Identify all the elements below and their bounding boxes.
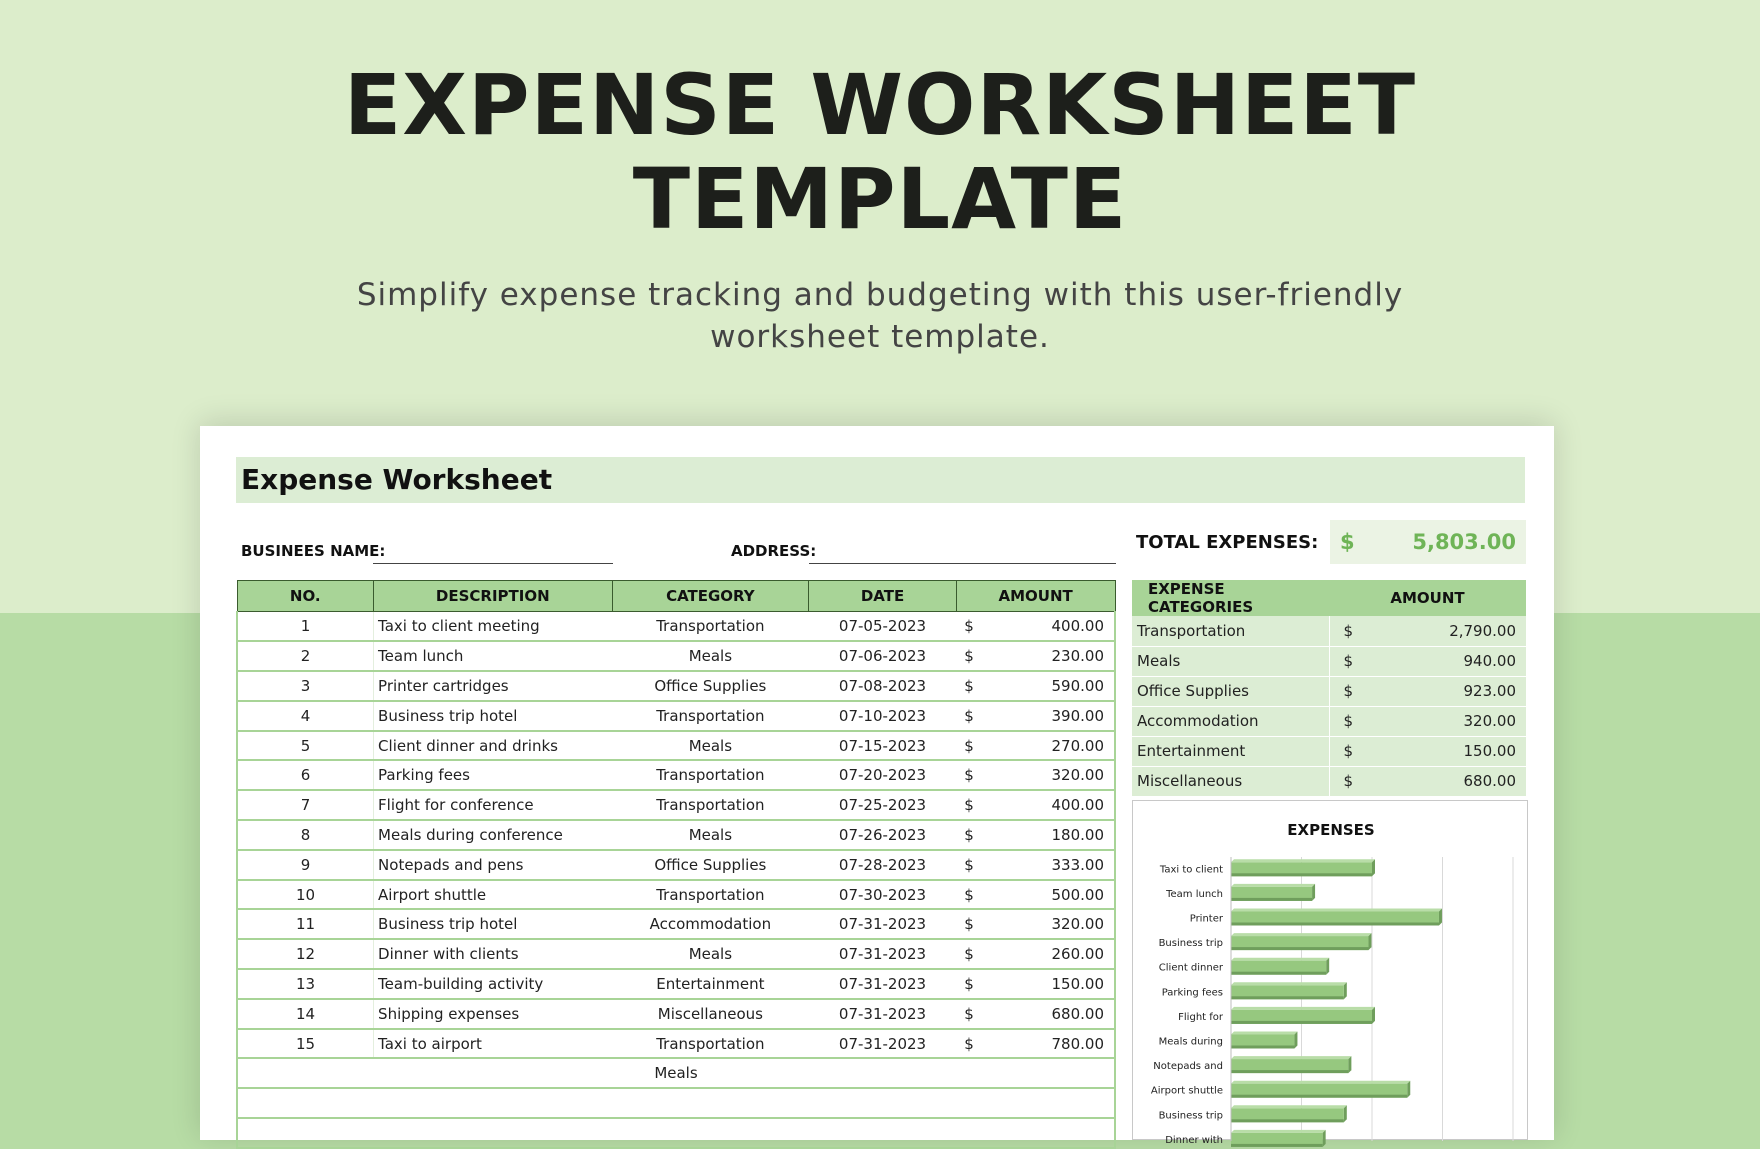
col-header-category: CATEGORY: [612, 581, 809, 612]
row-category[interactable]: Transportation: [612, 701, 809, 731]
hero-title: [0, 58, 1760, 246]
empty-table-row[interactable]: [237, 1088, 1115, 1118]
row-category[interactable]: Transportation: [612, 1029, 809, 1059]
expenses-chart: [1132, 800, 1528, 1146]
row-category[interactable]: Transportation: [612, 790, 809, 820]
row-currency[interactable]: $: [956, 790, 996, 820]
expense-table-header: [237, 581, 1115, 612]
row-empty-cell[interactable]: [237, 1118, 1115, 1148]
row-amount[interactable]: 333.00: [996, 850, 1115, 880]
category-amount: 923.00: [1369, 676, 1526, 706]
row-description[interactable]: Business trip hotel: [374, 701, 612, 731]
row-amount[interactable]: 590.00: [996, 671, 1115, 701]
row-currency[interactable]: $: [956, 969, 996, 999]
row-number[interactable]: 6: [237, 760, 374, 790]
row-description[interactable]: Shipping expenses: [374, 999, 612, 1029]
row-description[interactable]: Team lunch: [374, 641, 612, 671]
row-category[interactable]: Office Supplies: [612, 850, 809, 880]
category-name: Office Supplies: [1132, 676, 1329, 706]
row-description[interactable]: Printer cartridges: [374, 671, 612, 701]
expense-table: [236, 580, 1116, 1149]
category-currency: $: [1329, 676, 1369, 706]
row-category[interactable]: Meals: [612, 820, 809, 850]
row-description[interactable]: Meals during conference: [374, 820, 612, 850]
chart-category-label: Notepads and: [1153, 1061, 1223, 1073]
table-row[interactable]: [237, 731, 1115, 761]
total-currency: $: [1340, 530, 1355, 554]
row-currency[interactable]: $: [956, 880, 996, 910]
row-date[interactable]: 07-15-2023: [809, 731, 957, 761]
category-amount: 680.00: [1369, 766, 1526, 796]
row-number[interactable]: 10: [237, 880, 374, 910]
category-row: [1132, 616, 1526, 646]
row-amount[interactable]: 230.00: [996, 641, 1115, 671]
row-category[interactable]: Transportation: [612, 880, 809, 910]
business-name-field[interactable]: [373, 563, 613, 564]
row-date[interactable]: 07-26-2023: [809, 820, 957, 850]
row-description[interactable]: Taxi to client meeting: [374, 612, 612, 642]
row-description[interactable]: Client dinner and drinks: [374, 731, 612, 761]
chart-bar: [1231, 1007, 1375, 1024]
row-currency[interactable]: $: [956, 850, 996, 880]
row-amount[interactable]: 150.00: [996, 969, 1115, 999]
table-row[interactable]: [237, 880, 1115, 910]
row-date[interactable]: 07-25-2023: [809, 790, 957, 820]
col-header-date: DATE: [809, 581, 957, 612]
row-amount[interactable]: 780.00: [996, 1029, 1115, 1059]
row-date[interactable]: 07-08-2023: [809, 671, 957, 701]
categories-table: [1132, 580, 1526, 797]
chart-category-label: Printer: [1189, 913, 1223, 925]
business-name-label: BUSINEES NAME:: [241, 542, 386, 560]
row-date[interactable]: 07-30-2023: [809, 880, 957, 910]
chart-bar: [1231, 982, 1347, 999]
row-date[interactable]: 07-05-2023: [809, 612, 957, 642]
total-expenses-label: TOTAL EXPENSES:: [1136, 532, 1319, 553]
category-amount: 940.00: [1369, 646, 1526, 676]
empty-table-row[interactable]: [237, 1058, 1115, 1088]
row-amount[interactable]: 180.00: [996, 820, 1115, 850]
category-currency: $: [1329, 736, 1369, 766]
chart-bar: [1231, 1032, 1297, 1049]
row-currency[interactable]: $: [956, 909, 996, 939]
row-amount[interactable]: 320.00: [996, 909, 1115, 939]
table-row[interactable]: [237, 641, 1115, 671]
row-number[interactable]: 7: [237, 790, 374, 820]
row-amount[interactable]: 390.00: [996, 701, 1115, 731]
row-currency[interactable]: $: [956, 1029, 996, 1059]
chart-category-label: Taxi to client: [1159, 864, 1223, 876]
row-description[interactable]: Airport shuttle: [374, 880, 612, 910]
hero-title-line-2: TEMPLATE: [632, 150, 1128, 248]
chart-category-label: Business trip: [1158, 938, 1223, 950]
chart-bar: [1231, 1105, 1347, 1122]
chart-category-label: Dinner with: [1165, 1134, 1223, 1146]
row-currency[interactable]: $: [956, 760, 996, 790]
row-date[interactable]: 07-20-2023: [809, 760, 957, 790]
expenses-chart-svg: [1133, 801, 1529, 1146]
row-category[interactable]: Entertainment: [612, 969, 809, 999]
col-header-category-amount: AMOUNT: [1329, 580, 1526, 616]
row-category[interactable]: Transportation: [612, 612, 809, 642]
row-description[interactable]: Business trip hotel: [374, 909, 612, 939]
table-row[interactable]: [237, 1029, 1115, 1059]
row-category[interactable]: Meals: [612, 641, 809, 671]
chart-category-label: Parking fees: [1161, 987, 1223, 999]
row-category[interactable]: Transportation: [612, 760, 809, 790]
row-amount[interactable]: 260.00: [996, 939, 1115, 969]
category-currency: $: [1329, 616, 1369, 646]
chart-category-label: Airport shuttle: [1150, 1085, 1223, 1097]
address-label: ADDRESS:: [731, 542, 817, 560]
chart-bar: [1231, 958, 1329, 975]
worksheet-panel: [200, 426, 1554, 1146]
table-row[interactable]: [237, 999, 1115, 1029]
category-amount: 150.00: [1369, 736, 1526, 766]
table-row[interactable]: [237, 671, 1115, 701]
row-number[interactable]: 14: [237, 999, 374, 1029]
total-expenses-box: [1330, 520, 1526, 564]
row-number[interactable]: 15: [237, 1029, 374, 1059]
hero-subtitle: Simplify expense tracking and budgeting with this user-friendly worksheet template.: [356, 277, 1404, 355]
row-number[interactable]: 3: [237, 671, 374, 701]
table-row[interactable]: [237, 760, 1115, 790]
chart-category-label: Team lunch: [1166, 888, 1223, 900]
table-row[interactable]: [237, 701, 1115, 731]
category-row: [1132, 676, 1526, 706]
row-amount[interactable]: 320.00: [996, 760, 1115, 790]
row-description[interactable]: Notepads and pens: [374, 850, 612, 880]
col-header-expense-categories: EXPENSE CATEGORIES: [1132, 580, 1329, 616]
row-currency[interactable]: $: [956, 701, 996, 731]
chart-title: EXPENSES: [1287, 821, 1375, 839]
table-row[interactable]: [237, 820, 1115, 850]
row-currency[interactable]: $: [956, 641, 996, 671]
row-category[interactable]: Meals: [612, 939, 809, 969]
category-name: Miscellaneous: [1132, 766, 1329, 796]
row-category[interactable]: Accommodation: [612, 909, 809, 939]
chart-bar: [1231, 1081, 1410, 1098]
total-expenses-value: 5,803.00: [1412, 530, 1516, 554]
row-currency[interactable]: $: [956, 939, 996, 969]
category-name: Transportation: [1132, 616, 1329, 646]
row-number[interactable]: 1: [237, 612, 374, 642]
row-description[interactable]: Taxi to airport: [374, 1029, 612, 1059]
table-row[interactable]: [237, 939, 1115, 969]
category-amount: 320.00: [1369, 706, 1526, 736]
row-date[interactable]: 07-28-2023: [809, 850, 957, 880]
col-header-no: NO.: [237, 581, 374, 612]
row-date[interactable]: 07-31-2023: [809, 1029, 957, 1059]
row-currency[interactable]: $: [956, 731, 996, 761]
chart-bar: [1231, 1056, 1351, 1073]
row-extra-category[interactable]: Meals: [237, 1058, 1115, 1088]
category-row: [1132, 706, 1526, 736]
category-name: Meals: [1132, 646, 1329, 676]
table-row[interactable]: [237, 909, 1115, 939]
row-number[interactable]: 8: [237, 820, 374, 850]
table-row[interactable]: [237, 969, 1115, 999]
worksheet-title-bar: [236, 457, 1525, 503]
row-currency[interactable]: $: [956, 820, 996, 850]
row-date[interactable]: 07-31-2023: [809, 939, 957, 969]
hero-title-line-1: EXPENSE WORKSHEET: [343, 56, 1417, 154]
row-date[interactable]: 07-31-2023: [809, 909, 957, 939]
row-number[interactable]: 9: [237, 850, 374, 880]
category-row: [1132, 766, 1526, 796]
table-row[interactable]: [237, 850, 1115, 880]
chart-category-label: Client dinner: [1158, 962, 1223, 974]
row-number[interactable]: 12: [237, 939, 374, 969]
chart-category-label: Flight for: [1178, 1011, 1223, 1023]
row-description[interactable]: Flight for conference: [374, 790, 612, 820]
category-row: [1132, 646, 1526, 676]
category-row: [1132, 736, 1526, 766]
empty-table-row[interactable]: [237, 1118, 1115, 1148]
row-number[interactable]: 4: [237, 701, 374, 731]
row-currency[interactable]: $: [956, 999, 996, 1029]
row-amount[interactable]: 680.00: [996, 999, 1115, 1029]
row-currency[interactable]: $: [956, 612, 996, 642]
row-description[interactable]: Dinner with clients: [374, 939, 612, 969]
row-category[interactable]: Office Supplies: [612, 671, 809, 701]
row-date[interactable]: 07-10-2023: [809, 701, 957, 731]
categories-table-header: [1132, 580, 1526, 616]
category-amount: 2,790.00: [1369, 616, 1526, 646]
chart-category-label: Business trip: [1158, 1110, 1223, 1122]
row-number[interactable]: 5: [237, 731, 374, 761]
col-header-amount: AMOUNT: [956, 581, 1115, 612]
category-name: Entertainment: [1132, 736, 1329, 766]
row-amount[interactable]: 270.00: [996, 731, 1115, 761]
row-category[interactable]: Miscellaneous: [612, 999, 809, 1029]
row-category[interactable]: Meals: [612, 731, 809, 761]
category-name: Accommodation: [1132, 706, 1329, 736]
row-date[interactable]: 07-31-2023: [809, 999, 957, 1029]
chart-bar: [1231, 884, 1315, 901]
row-number[interactable]: 2: [237, 641, 374, 671]
chart-bar: [1231, 909, 1442, 926]
table-row[interactable]: [237, 612, 1115, 642]
category-currency: $: [1329, 766, 1369, 796]
row-number[interactable]: 13: [237, 969, 374, 999]
table-row[interactable]: [237, 790, 1115, 820]
col-header-description: DESCRIPTION: [374, 581, 612, 612]
row-date[interactable]: 07-31-2023: [809, 969, 957, 999]
worksheet-title: Expense Worksheet: [241, 463, 553, 496]
chart-bar: [1231, 933, 1371, 950]
row-number[interactable]: 11: [237, 909, 374, 939]
row-currency[interactable]: $: [956, 671, 996, 701]
row-amount[interactable]: 400.00: [996, 612, 1115, 642]
chart-bar: [1231, 859, 1375, 876]
row-amount[interactable]: 400.00: [996, 790, 1115, 820]
row-amount[interactable]: 500.00: [996, 880, 1115, 910]
chart-category-label: Meals during: [1158, 1036, 1223, 1048]
category-currency: $: [1329, 706, 1369, 736]
row-date[interactable]: 07-06-2023: [809, 641, 957, 671]
category-currency: $: [1329, 646, 1369, 676]
row-description[interactable]: Team-building activity: [374, 969, 612, 999]
row-empty-cell[interactable]: [237, 1088, 1115, 1118]
chart-bar: [1231, 1130, 1326, 1147]
address-field[interactable]: [809, 563, 1116, 564]
row-description[interactable]: Parking fees: [374, 760, 612, 790]
